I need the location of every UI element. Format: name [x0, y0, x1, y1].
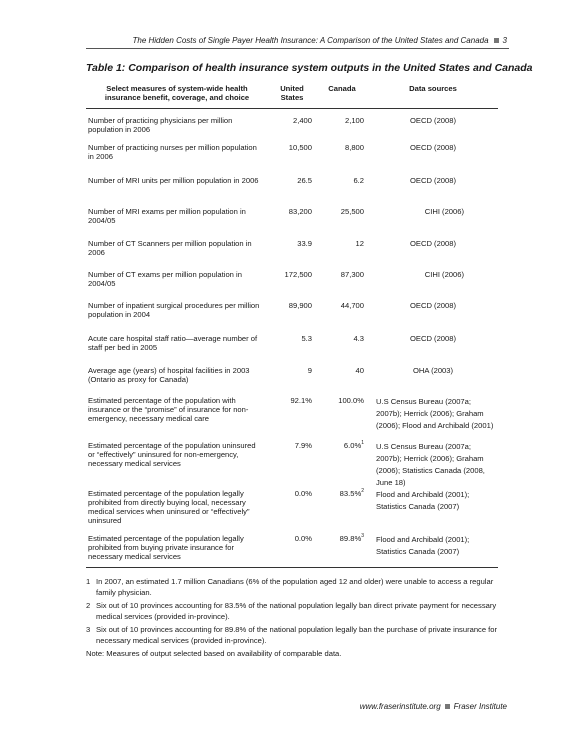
row-us-value: 9 — [307, 365, 312, 375]
column-header-sources: Data sources — [368, 80, 498, 109]
footnote — [86, 576, 506, 598]
row-canada-value: 6.0%$^1$ — [343, 439, 364, 450]
footer-org: Fraser Institute — [453, 702, 507, 711]
row-source: CIHI (2006) — [424, 269, 464, 279]
row-canada-value: 4.3 — [353, 333, 364, 343]
row-measure: Acute care hospital staff ratio—average number of staff per bed in 2005 — [88, 333, 258, 352]
row-measure: Number of CT Scanners per million population in 2006 — [88, 238, 252, 257]
row-us-value: 5.3 — [301, 333, 312, 343]
footnote-mark: 3 — [86, 625, 91, 634]
row-source: OECD (2008) — [409, 333, 456, 343]
column-header-canada: Canada — [316, 80, 368, 109]
row-measure: Number of inpatient surgical procedures per million population in 2004 — [88, 300, 260, 319]
row-canada-value: 6.2 — [353, 175, 364, 185]
row-canada-value: 100.0% — [338, 395, 364, 405]
row-measure: Number of practicing physicians per million population in 2006 — [88, 116, 233, 134]
square-bullet-icon — [445, 704, 450, 709]
footnote — [86, 624, 506, 646]
row-source: Flood and Archibald (2001); Statistics Canada (2007) — [368, 534, 498, 568]
comparison-table — [86, 80, 498, 568]
row-measure: Estimated percentage of the population legally prohibited from buying private insurance for necessary medical services — [86, 534, 268, 568]
row-us-value: 26.5 — [297, 175, 312, 185]
table-header-row — [86, 80, 498, 109]
column-header-measure: Select measures of system-wide health insurance benefit, coverage, and choice — [86, 80, 268, 109]
row-measure: Number of practicing nurses per million population in 2006 — [88, 142, 257, 161]
row-canada-value: 89.8%$^3$ — [316, 534, 368, 568]
row-source: U.S Census Bureau (2007a; 2007b); Herrick (2006); Graham (2006); Statistics Canada (2008, June 18) — [376, 441, 485, 487]
row-us-value: 0.0% — [294, 488, 312, 498]
row-measure: Estimated percentage of the population legally prohibited from directly buying local, necessary medical services when uninsured or “effectively” uninsured — [88, 488, 250, 525]
table-row — [86, 143, 498, 176]
table-notes — [86, 576, 506, 659]
column-header-us: United States — [268, 80, 316, 109]
row-source: OECD (2008) — [409, 300, 456, 310]
table-row — [86, 396, 498, 441]
table-title: Table 1: Comparison of health insurance system outputs in the United States and Canada — [86, 62, 533, 74]
row-us-value: 83,200 — [288, 206, 312, 216]
table-row — [86, 489, 498, 534]
page-number: 3 — [502, 36, 507, 45]
row-source: OHA (2003) — [412, 365, 454, 375]
table-row — [86, 176, 498, 207]
row-canada-value: 83.5%$^2$ — [339, 487, 364, 498]
row-source: OECD (2008) — [409, 175, 456, 185]
footnote-mark: 1 — [86, 577, 91, 586]
running-title: The Hidden Costs of Single Payer Health Insurance: A Comparison of the United States and Canada — [132, 36, 489, 45]
row-us-value: 172,500 — [284, 269, 312, 279]
row-measure: Number of MRI units per million population in 2006 — [88, 175, 259, 185]
footer-url: www.fraserinstitute.org — [359, 702, 441, 711]
footnote-mark: 2 — [86, 601, 91, 610]
row-us-value: 7.9% — [294, 440, 312, 450]
row-us-value: 89,900 — [288, 300, 312, 310]
row-source: U.S Census Bureau (2007a; 2007b); Herrick (2006); Graham (2006); Flood and Archibald (2001) — [376, 396, 494, 430]
row-canada-value: 44,700 — [340, 300, 364, 310]
footnote — [86, 600, 506, 622]
row-measure: Estimated percentage of the population uninsured or “effectively” uninsured for non-emergency, necessary medical services — [88, 440, 256, 468]
table-row — [86, 270, 498, 301]
row-canada-value: 40 — [355, 365, 364, 375]
square-bullet-icon — [494, 38, 499, 43]
page-footer — [360, 702, 507, 711]
row-source: Flood and Archibald (2001); Statistics Canada (2007) — [376, 489, 470, 511]
row-source: CIHI (2006) — [424, 206, 464, 216]
table-row — [86, 109, 498, 143]
row-source: OECD (2008) — [409, 116, 456, 125]
footnote-text: In 2007, an estimated 1.7 million Canadians (6% of the population aged 12 and older) were unable to access a regular family physician. — [96, 577, 494, 597]
row-us-value: 2,400 — [292, 116, 312, 125]
row-measure: Estimated percentage of the population with insurance or the “promise” of insurance for non-emergency, necessary medical care — [88, 395, 249, 423]
row-us-value: 10,500 — [288, 142, 312, 152]
table-row — [86, 534, 498, 568]
table-row — [86, 441, 498, 489]
row-canada-value: 2,100 — [344, 116, 364, 125]
table-row — [86, 239, 498, 270]
footnote-text: Six out of 10 provinces accounting for 89.8% of the national population legally ban the purchase of private insurance for necessary medical services (provided in-province). — [96, 625, 498, 645]
row-canada-value: 8,800 — [344, 142, 364, 152]
row-source: OECD (2008) — [409, 238, 456, 248]
table-row — [86, 301, 498, 334]
footnote-text: Six out of 10 provinces accounting for 83.5% of the national population legally ban direct private payment for necessary medical services (provided in-province). — [96, 601, 497, 621]
general-note: Note: Measures of output selected based on availability of comparable data. — [86, 649, 342, 658]
row-canada-value: 87,300 — [340, 269, 364, 279]
row-measure: Average age (years) of hospital facilities in 2003 (Ontario as proxy for Canada) — [88, 365, 250, 384]
row-measure: Number of MRI exams per million population in 2004/05 — [88, 206, 246, 225]
row-canada-value: 25,500 — [340, 206, 364, 216]
table-row — [86, 207, 498, 239]
table-row — [86, 366, 498, 396]
table-row — [86, 334, 498, 366]
row-measure: Number of CT exams per million population in 2004/05 — [88, 269, 242, 288]
header-rule — [86, 48, 509, 49]
row-us-value: 33.9 — [297, 238, 312, 248]
running-head — [86, 36, 507, 45]
row-canada-value: 12 — [355, 238, 364, 248]
row-source: OECD (2008) — [409, 142, 456, 152]
row-us-value: 0.0% — [268, 534, 316, 568]
row-us-value: 92.1% — [290, 395, 312, 405]
